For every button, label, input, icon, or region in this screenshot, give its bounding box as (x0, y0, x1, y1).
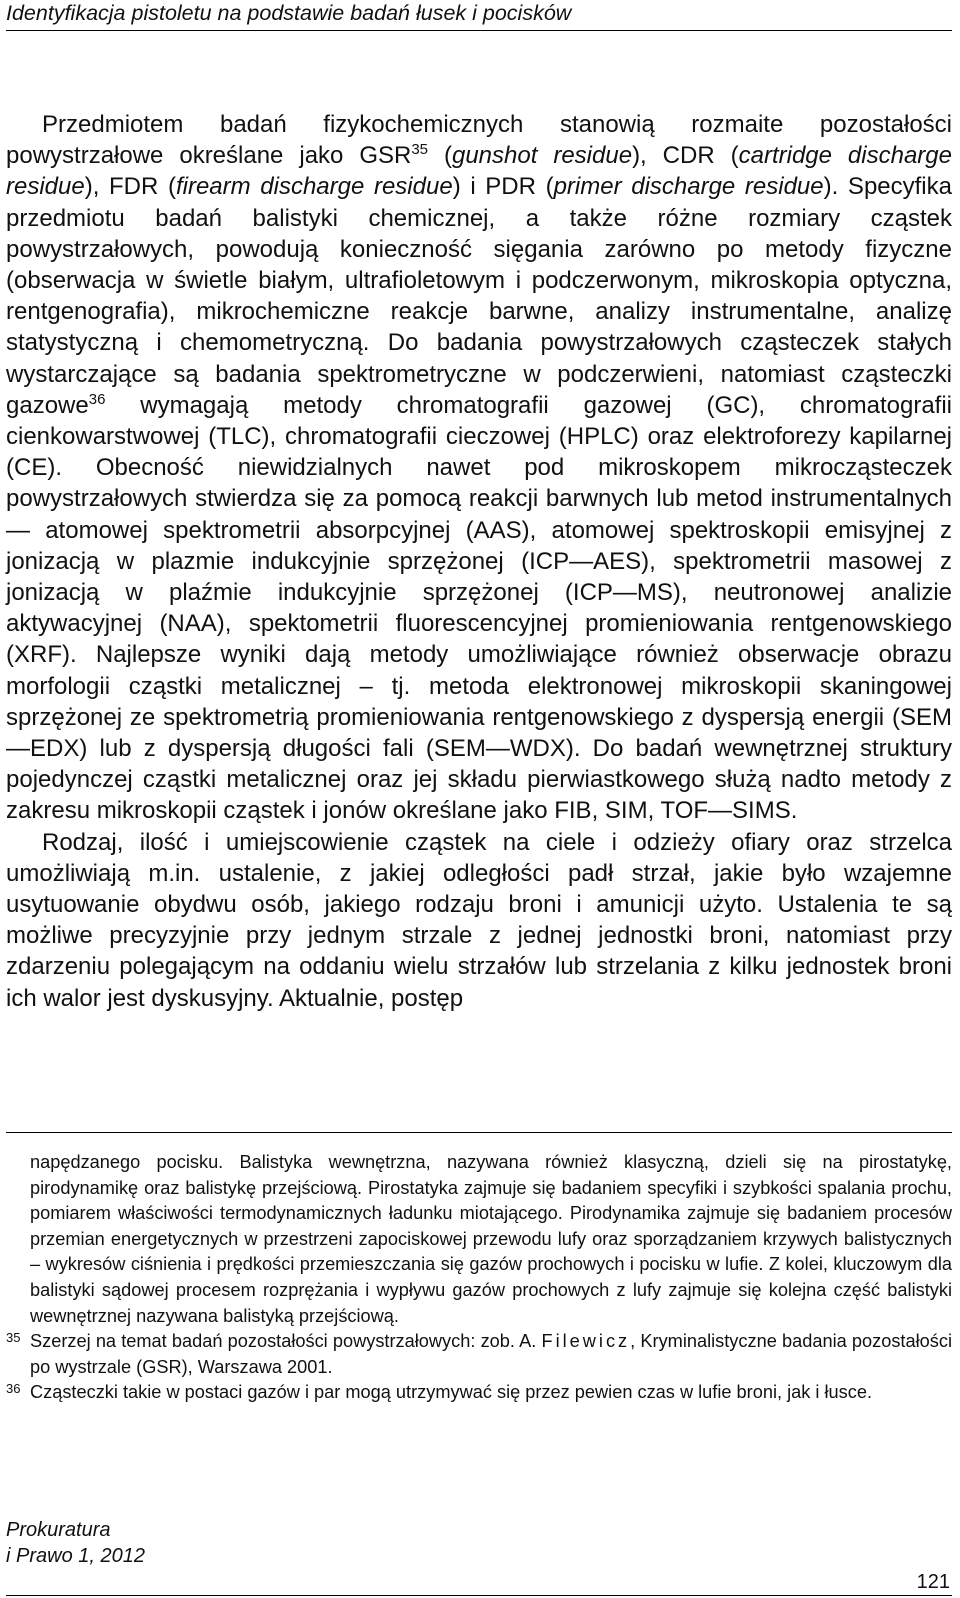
footer-rule (6, 1595, 952, 1596)
paragraph-1: Przedmiotem badań fizykochemicznych stanowią rozmaite pozostałości powystrzałowe określane jako GSR$^{35}$ (gunshot residue), CDR (cartridge discharge residue), FDR (firearm discharge residue) i PDR (primer discharge residue). Specyfika przedmiotu badań balistyki chemicznej, a także różne rozmiary cząstek powystrzałowych, powodują konieczność sięgania zarówno po metody fizyczne (obserwacja w świetle białym, ultrafioletowym i podczerwonym, mikroskopia optyczna, rentgenografia), mikrochemiczne reakcje barwne, analizy instrumentalne, analizę statystyczną i chemometryczną. Do badania powystrzałowych cząsteczek stałych wystarczające są badania spektrometryczne w podczerwieni, natomiast cząsteczki gazowe$^{36}$ wymagają metody chromatografii gazowej (GC), chromatografii cienkowarstwowej (TLC), chromatografii cieczowej (HPLC) oraz elektroforezy kapilarnej (CE). Obecność niewidzialnych nawet pod mikroskopem mikrocząsteczek powystrzałowych stwierdza się za pomocą reakcji barwnych lub metod instrumentalnych — atomowej spektrometrii absorpcyjnej (AAS), atomowej spektroskopii emisyjnej z jonizacją w plazmie indukcyjnie sprzężonej (ICP—AES), spektrometrii masowej z jonizacją w plaźmie indukcyjnie sprzężonej (ICP—MS), neutronowej analizie aktywacyjnej (NAA), spektometrii fluorescencyjnej promieniowania rentgenowskiego (XRF). Najlepsze wyniki dają metody umożliwiające również obserwacje obrazu morfologii cząstki metalicznej – tj. metoda elektronowej mikroskopii skaningowej sprzężonej ze spektrometrią promieniowania rentgenowskiego z dyspersją energii (SEM—EDX) lub z dyspersją długości fali (SEM—WDX). Do badań wewnętrznej struktury pojedynczej cząstki metalicznej oraz jej składu pierwiastkowego służą nadto metody z zakresu mikroskopii cząstek i jonów określane jako FIB, SIM, TOF—SIMS. (6, 111, 952, 825)
footnote-ref-36[interactable]: 36 (88, 390, 106, 408)
footnote-separator (6, 1132, 952, 1133)
journal-line-2: i Prawo 1, 2012 (6, 1545, 145, 1567)
footnotes (6, 1150, 952, 1406)
footnote-36: 36 Cząsteczki takie w postaci gazów i par mogą utrzymywać się przez pewien czas w lufie broni, jak i łusce. (6, 1380, 952, 1406)
paragraph-2: Rodzaj, ilość i umiejscowienie cząstek na ciele i odzieży ofiary oraz strzelca umożliwiają m.in. ustalenie, z jakiej odległości padł strzał, jakie było wzajemne usytuowanie obydwu osób, jakiego rodzaju broni i amunicji użyto. Ustalenia te są możliwe precyzyjnie przy jednym strzale z jednej jednostki broni, natomiast przy zdarzeniu polegającym na oddaniu wielu strzałów lub strzelania z kilku jednostek broni ich walor jest dyskusyjny. Aktualnie, postęp (6, 828, 952, 1012)
main-text (6, 109, 952, 1014)
footnote-mark-36: 36 (6, 1381, 21, 1397)
running-header (6, 0, 952, 31)
journal-name (6, 1517, 145, 1569)
footnote-author: Filewicz (541, 1331, 631, 1352)
page-number: 121 (916, 1571, 950, 1593)
footnote-35: 35 Szerzej na temat badań pozostałości powystrzałowych: zob. A. Filewicz, Kryminalistyczne badania pozostałości po wystrzale (GSR), Warszawa 2001. (6, 1329, 952, 1380)
footnote-ref-35[interactable]: 35 (411, 141, 429, 159)
footnote-mark-35: 35 (6, 1330, 21, 1346)
running-header-title: Identyfikacja pistoletu na podstawie badań łusek i pocisków (6, 1, 572, 25)
journal-line-1: Prokuratura (6, 1519, 111, 1541)
footnote-continued: napędzanego pocisku. Balistyka wewnętrzna, nazywana również klasyczną, dzieli się na pirostatykę, pirodynamikę oraz balistykę przejściową. Pirostatyka zajmuje się badaniem specyfiki i szybkości spalania prochu, pomiarem właściwości termodynamicznych ładunku miotającego. Pirodynamika zajmuje się badaniem procesów przemian energetycznych w przestrzeni zapociskowej przewodu lufy oraz sporządzaniem krzywych balistycznych – wykresów ciśnienia i prędkości przemieszczania się gazów prochowych i pocisku w lufie. Z kolei, kluczowym dla balistyki sądowej procesem rozprężania i wypływu gazów prochowych z lufy zajmuje się kolejna część balistyki wewnętrznej nazywana balistyką przejściową. (30, 1152, 952, 1326)
